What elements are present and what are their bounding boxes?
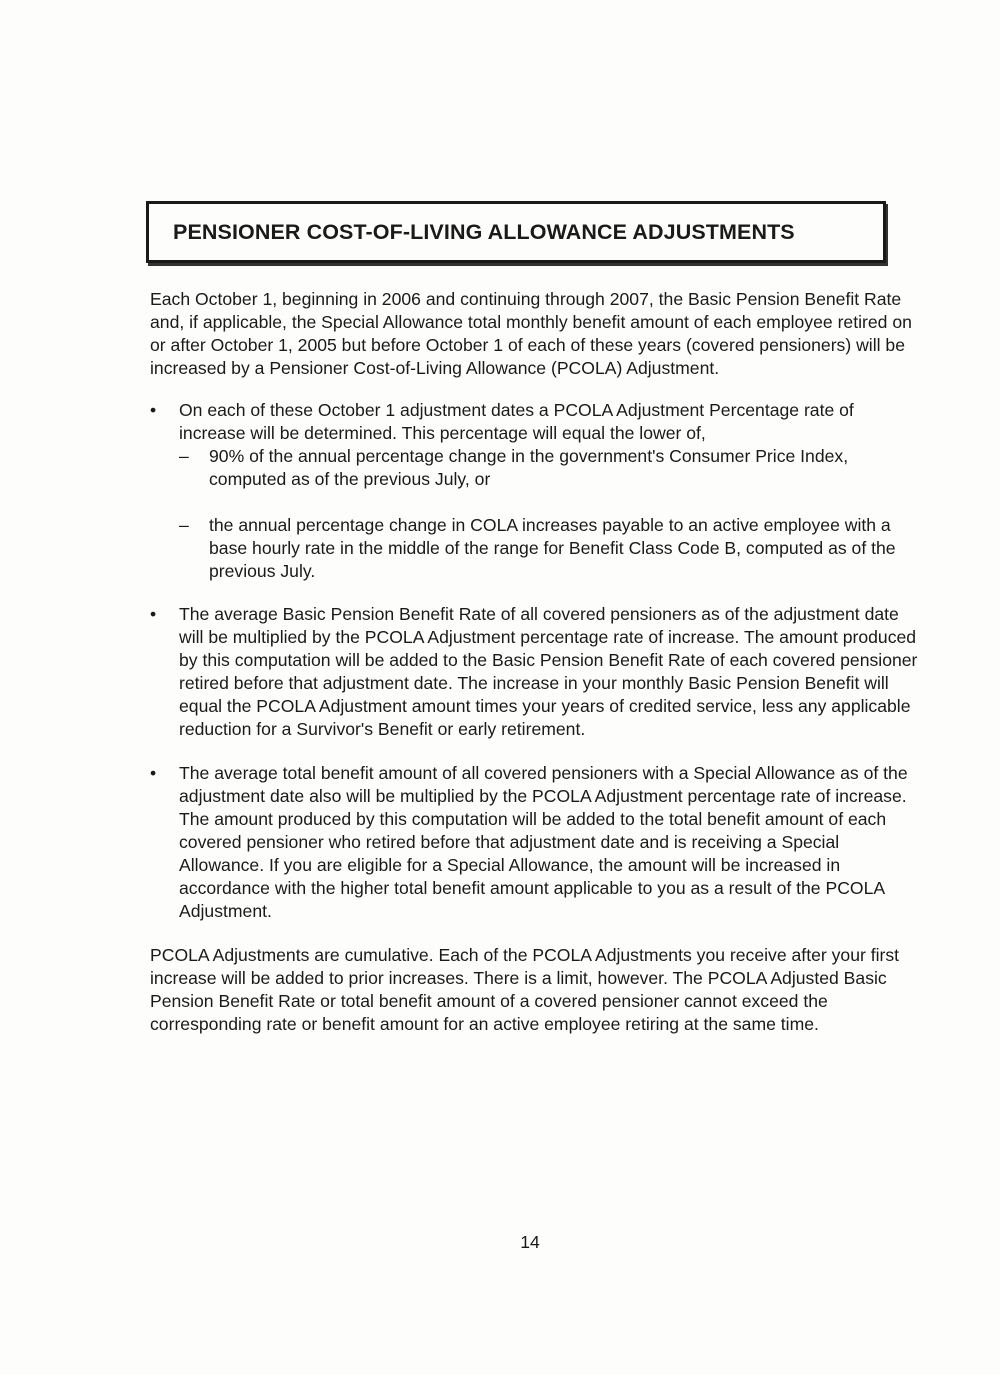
- closing-paragraph: PCOLA Adjustments are cumulative. Each of the PCOLA Adjustments you receive after your first increase will be added to prior increases. There is a limit, however. The PCOLA Adjusted Basic Pension Benefit Rate or total benefit amount of a covered pensioner cannot exceed the corresponding rate or benefit amount for an active employee retiring at the same time.: [150, 945, 900, 1034]
- bullet-marker: •: [150, 763, 157, 783]
- bullet-item-2: [150, 603, 920, 741]
- bullet-marker: •: [150, 400, 157, 420]
- sub-item-1: [179, 445, 920, 491]
- bullet-text-1: On each of these October 1 adjustment dates a PCOLA Adjustment Percentage rate of increase will be determined. This percentage will equal the lower of,: [179, 400, 854, 443]
- bullet-text-2: The average Basic Pension Benefit Rate of all covered pensioners as of the adjustment date will be multiplied by the PCOLA Adjustment percentage rate of increase. The amount produced by this computation will be added to the Basic Pension Benefit Rate of each covered pensioner retired before that adjustment date. The increase in your monthly Basic Pension Benefit will equal the PCOLA Adjustment amount times your years of credited service, less any applicable reduction for a Survivor's Benefit or early retirement.: [179, 604, 918, 739]
- bullet-marker: •: [150, 604, 157, 624]
- heading-box: [146, 201, 886, 263]
- sub-item-text-1: 90% of the annual percentage change in the government's Consumer Price Index, computed as of the previous July, or: [209, 446, 849, 489]
- page-number: 14: [520, 1232, 540, 1252]
- bullet-item-1: [150, 399, 920, 583]
- dash-marker: –: [179, 515, 189, 535]
- intro-paragraph: Each October 1, beginning in 2006 and continuing through 2007, the Basic Pension Benefit Rate and, if applicable, the Special Allowance total monthly benefit amount of each employee retired on or after October 1, 2005 but before October 1 of each of these years (covered pensioners) will be increased by a Pensioner Cost-of-Living Allowance (PCOLA) Adjustment.: [150, 289, 912, 378]
- bullet-text-3: The average total benefit amount of all covered pensioners with a Special Allowance as of the adjustment date also will be multiplied by the PCOLA Adjustment percentage rate of increase. The amount produced by this computation will be added to the total benefit amount of each covered pensioner who retired before that adjustment date and is receiving a Special Allowance. If you are eligible for a Special Allowance, the amount will be increased in accordance with the higher total benefit amount applicable to you as a result of the PCOLA Adjustment.: [179, 763, 908, 921]
- bullet-item-3: [150, 762, 920, 923]
- dash-marker: –: [179, 446, 189, 466]
- sub-item-2: [179, 514, 920, 583]
- page-title: PENSIONER COST-OF-LIVING ALLOWANCE ADJUSTMENTS: [173, 219, 795, 244]
- sub-item-text-2: the annual percentage change in COLA increases payable to an active employee with a base hourly rate in the middle of the range for Benefit Class Code B, computed as of the previous July.: [209, 515, 896, 581]
- document-body: [150, 288, 920, 1036]
